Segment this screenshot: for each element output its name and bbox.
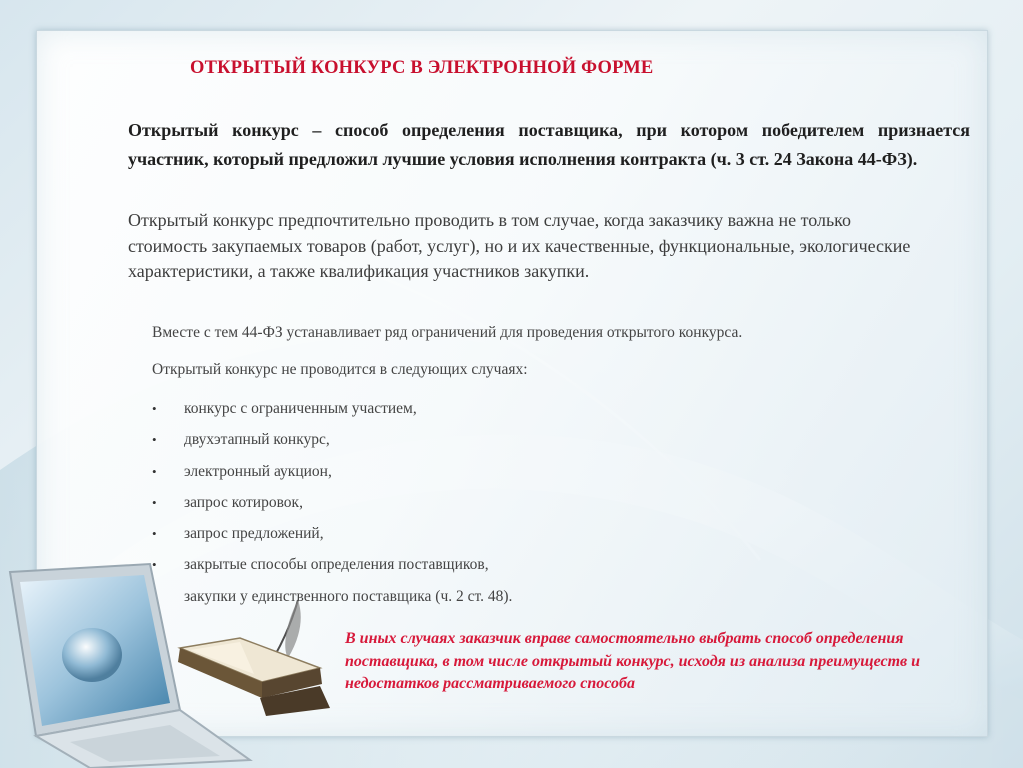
list-item-text: запрос предложений, (184, 525, 324, 543)
limits-text: Вместе с тем 44-ФЗ устанавливает ряд ограничений для проведения открытого конкурса. (152, 324, 743, 341)
bullet-icon: • (152, 526, 157, 542)
list-item-text: конкурс с ограниченным участием, (184, 400, 417, 417)
bullet-icon: • (152, 557, 157, 573)
bullet-icon: • (152, 401, 157, 416)
slide-title: ОТКРЫТЫЙ КОНКУРС В ЭЛЕКТРОННОЙ ФОРМЕ (190, 58, 654, 78)
list-item-text: запрос котировок, (184, 493, 303, 511)
list-item (152, 462, 512, 493)
definition-paragraph: Открытый конкурс – способ определения поставщика, при котором победителем признается участник, который предложил лучшие условия исполнения контракта (ч. 3 ст. 24 Закона 44-ФЗ). (128, 120, 970, 169)
preference-paragraph: Открытый конкурс предпочтительно проводить в том случае, когда заказчику важна не только стоимость закупаемых товаров (работ, услуг), но и их качественные, функциональные, экологические характеристики, а также квалификация участников закупки. (128, 210, 911, 281)
list-item-text: закрытые способы определения поставщиков, (184, 556, 489, 574)
bullet-icon: • (152, 463, 157, 479)
list-item (152, 399, 512, 430)
list-item-text: двухэтапный конкурс, (184, 431, 330, 449)
list-item (152, 493, 512, 524)
list-item-text: электронный аукцион, (184, 462, 332, 480)
bullet-icon: • (152, 494, 157, 510)
list-item (152, 430, 512, 461)
cases-intro-text: Открытый конкурс не проводится в следующих случаях: (152, 361, 528, 378)
bullet-icon: • (152, 432, 157, 448)
open-book-illustration (170, 598, 340, 718)
list-item (152, 524, 512, 555)
list-item-text: закупки у единственного поставщика (ч. 2 ст. 48). (184, 587, 513, 605)
note-paragraph: В иных случаях заказчик вправе самостоятельно выбрать способ определения поставщика, в том числе открытый конкурс, исходя из анализа преимуществ и недостатков рассматриваемого способа (345, 630, 921, 692)
